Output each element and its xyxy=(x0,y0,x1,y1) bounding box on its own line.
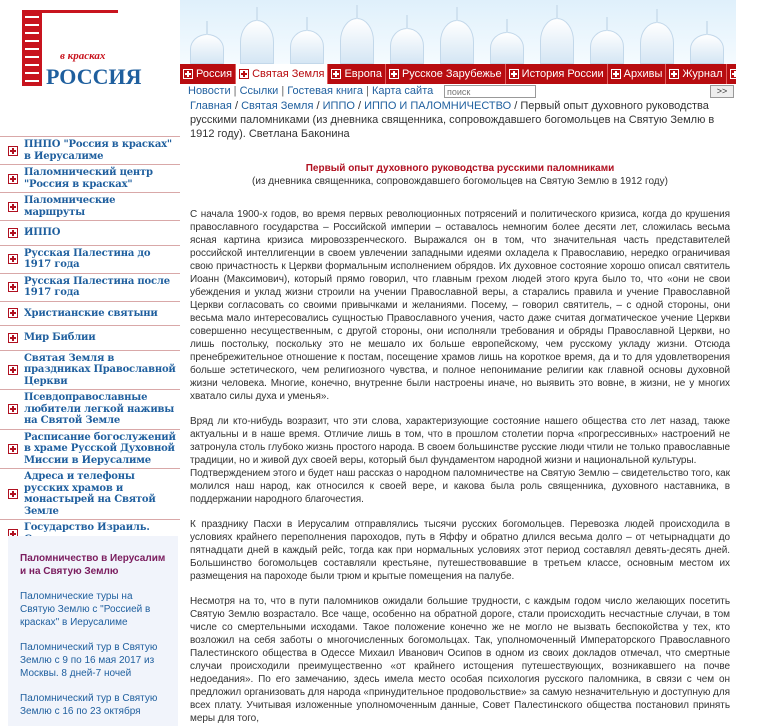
cross-icon xyxy=(183,69,193,79)
sidebar-item-palestine-before-1917[interactable] xyxy=(0,245,180,273)
tour-link[interactable]: Паломнический тур в Святую Землю с 9 по 16 мая 2017 из Москвы. 8 дней-7 ночей xyxy=(20,642,158,679)
sidebar-item-label: Псевдоправославные любители легкой наживы на Святой Земле xyxy=(24,392,175,426)
sidebar-item-label: Мир Библии xyxy=(24,332,96,343)
logo-subtitle: в красках xyxy=(60,50,106,62)
article-paragraph: Подтверждением этого и будет наш рассказ о народном паломничестве на Святую Землю – свидетельство того, как молился наш народ, как относился к своей вере, и какова была роль священника, духовного наставника, в поддержании народного благочестия. xyxy=(190,467,730,505)
breadcrumb-separator: / xyxy=(357,100,365,112)
cross-icon xyxy=(389,69,399,79)
nav-item-about[interactable] xyxy=(727,64,775,84)
header-banner xyxy=(180,0,736,64)
cross-icon xyxy=(611,69,621,79)
left-sidebar xyxy=(0,0,180,720)
nav-item-holy-land[interactable] xyxy=(236,64,328,84)
sidebar-item-ippo[interactable] xyxy=(0,220,180,245)
tours-box xyxy=(8,536,178,726)
sidebar-item-label: Христианские святыни xyxy=(24,307,158,319)
search-button[interactable]: >> xyxy=(710,85,734,98)
cross-icon xyxy=(509,69,519,79)
church-dome-decoration xyxy=(340,18,374,64)
article-paragraph: К празднику Пасхи в Иерусалим отправлялись тысячи русских богомольцев. Перевозка людей происходила в условиях крайнего переполнения пароходов, путь в Яффу и обратно длился весьма долго – от четырнадцати до пятнадцати дней в каждый рейс, тогда как при нормальных условиях этот период составлял девять-десять дней. Большинство богомольцев составляли крестьяне, путешествовавшие в третьем классе, основным местом их размещения на пароходе были трюм и крытые помещения на палубе. xyxy=(190,518,730,582)
article-paragraph: Несмотря на то, что в пути паломников ожидали большие трудности, с каждым годом число желающих посетить Святую Землю возрастало. Все чаще, особенно на обратной дороге, стали происходить несчастные случаи, в том числе со смертельными исходами. Такое положение конечно же не могло не вызвать беспокойства у тех, кто возложил на себя заботы о многочисленных богомольцах. Так, уполномоченный Императорского Православного Палестинского общества в Одессе Михаил Иванович Осипов в одном из своих докладов отмечал, что смертные случаи происходили преимущественно «от крайнего истощения путешествующих, возникавшего на почве недоедания». По его замечанию, здесь имела место особая психология русского паломника, в связи с чем он предложил организовать для народа «принудительное продовольствие» за самую незначительную и доступную для всех плату. Учитывая изложенные уполномоченным данные, Совет Палестинского общества постановил принять меры для того, xyxy=(190,595,730,724)
church-dome-decoration xyxy=(640,22,674,64)
logo-top-line xyxy=(42,10,118,28)
church-dome-decoration xyxy=(290,30,324,64)
cross-icon xyxy=(8,146,18,156)
cross-icon xyxy=(730,69,740,79)
church-dome-decoration xyxy=(440,20,474,64)
tour-link[interactable]: Паломнический тур в Святую Землю с 16 по 23 октября xyxy=(20,693,158,717)
church-dome-decoration xyxy=(590,30,624,64)
church-dome-decoration xyxy=(390,28,424,64)
sidebar-item-pilgrim-routes[interactable] xyxy=(0,192,180,220)
sidebar-item-pilgrim-center[interactable] xyxy=(0,164,180,192)
nav-item-russian-history[interactable] xyxy=(506,64,608,84)
cross-icon xyxy=(8,228,18,238)
nav-item-label: Архивы xyxy=(623,68,663,80)
separator: | xyxy=(366,85,372,97)
nav-item-russian-abroad[interactable] xyxy=(386,64,506,84)
site-logo[interactable] xyxy=(22,10,142,89)
separator: | xyxy=(233,85,240,97)
sidebar-item-christian-shrines[interactable] xyxy=(0,301,180,326)
nav-item-archives[interactable] xyxy=(608,64,667,84)
utility-links xyxy=(188,85,433,97)
sidebar-item-label: Адреса и телефоны русских храмов и монастырей на Святой Земле xyxy=(24,471,156,517)
nav-item-label: Европа xyxy=(344,68,382,80)
breadcrumb-separator: / xyxy=(234,100,242,112)
breadcrumb-link-ippo-pilgrimage[interactable]: ИППО И ПАЛОМНИЧЕСТВО xyxy=(364,100,512,112)
cross-icon xyxy=(8,404,18,414)
cross-icon xyxy=(8,308,18,318)
church-dome-decoration xyxy=(240,20,274,64)
nav-item-label: Журнал xyxy=(682,68,723,80)
nav-item-label: История России xyxy=(521,68,604,80)
sidebar-item-church-addresses[interactable] xyxy=(0,468,180,519)
cross-icon xyxy=(8,444,18,454)
church-dome-decoration xyxy=(190,34,224,64)
cross-icon xyxy=(8,202,18,212)
cross-icon xyxy=(239,69,249,79)
cross-icon xyxy=(8,254,18,264)
breadcrumb-current: Первый опыт духовного руководства русскими паломниками (из дневника священника, сопровождавшего богомольцев на Святую Землю в 1912 году). Светлана Баконина xyxy=(190,100,715,140)
top-navigation xyxy=(180,64,772,84)
nav-item-label: Святая Земля xyxy=(252,68,325,80)
cross-icon xyxy=(8,174,18,184)
cross-icon xyxy=(8,365,18,375)
nav-item-russia[interactable] xyxy=(180,64,236,84)
breadcrumb-link-ippo[interactable]: ИППО xyxy=(322,100,355,112)
nav-item-journal[interactable] xyxy=(666,64,726,84)
cross-icon xyxy=(8,489,18,499)
guestbook-link[interactable]: Гостевая книга xyxy=(287,85,363,97)
links-link[interactable]: Ссылки xyxy=(239,85,279,97)
sitemap-link[interactable]: Карта сайта xyxy=(371,85,434,97)
sidebar-item-label: Русская Палестина после 1917 года xyxy=(24,275,170,298)
sidebar-item-pseudo-orthodox[interactable] xyxy=(0,389,180,429)
sidebar-item-bible-world[interactable] xyxy=(0,325,180,350)
sidebar-item-palestine-after-1917[interactable] xyxy=(0,273,180,301)
sidebar-menu xyxy=(0,136,180,547)
cross-icon xyxy=(8,333,18,343)
cross-icon xyxy=(669,69,679,79)
tours-title: Паломничество в Иерусалим и на Святую Землю xyxy=(20,553,166,577)
sidebar-item-label: ПНПО "Россия в красках" в Иерусалиме xyxy=(24,139,172,162)
church-dome-decoration xyxy=(690,34,724,64)
sidebar-item-label: Государство Израиль. xyxy=(24,522,150,533)
breadcrumb-separator: / xyxy=(316,100,323,112)
separator: | xyxy=(281,85,288,97)
nav-item-label: Русское Зарубежье xyxy=(401,68,502,80)
cross-icon xyxy=(331,69,341,79)
sidebar-item-service-schedule[interactable] xyxy=(0,429,180,469)
breadcrumb-link-home[interactable]: Главная xyxy=(190,100,232,112)
logo-stripe xyxy=(22,10,42,86)
church-dome-decoration xyxy=(540,18,574,64)
sidebar-item-label: Расписание богослужений в храме Русской Духовной Миссии в Иерусалиме xyxy=(24,431,176,466)
sidebar-item-label: Паломнический центр "Россия в красках" xyxy=(24,167,153,190)
sidebar-item-label: Святая Земля в праздниках Православной Церкви xyxy=(24,352,176,387)
sidebar-item-label: Паломнические маршруты xyxy=(24,195,116,218)
logo-title: РОССИЯ xyxy=(46,64,142,89)
church-dome-decoration xyxy=(490,32,524,64)
article-subheading: (из дневника священника, сопровождавшего богомольцев на Святую Землю в 1912 году) xyxy=(252,175,668,187)
main-content xyxy=(190,100,730,725)
tour-link[interactable]: Паломнические туры на Святую Землю с "Россией в красках" в Иерусалиме xyxy=(20,591,151,628)
breadcrumb-link-holy-land[interactable]: Святая Земля xyxy=(241,100,314,112)
news-link[interactable]: Новости xyxy=(188,85,231,97)
nav-item-label: О нас xyxy=(742,68,772,80)
article-paragraph: С начала 1900-х годов, во время первых революционных потрясений и политического кризиса, когда до крушения православного государства – Российской империи – оставалось немногим более десяти лет, сложилась весьма ясная картина кризиса мировоззренческого. Выражался он в том, что значительная часть представителей российской интеллигенции в своем увлечении западными идеями охладела к Православию, нередко ограничивая свою причастность к Церкви формальным исполнением обрядов. Их духовное состояние хорошо описал святитель Иоанн (Максимович), который прямо говорил, что главным грехом людей этого круга было то, что «они не свои убеждения и уклад жизни строили на учении Православной веры, а старались правила и учение Православной Церкви согласовать со своими привычками и желаниями. Посему, – говорил святитель, – с одной стороны, они весьма мало интересовались сущностью Православного учения, часто даже считая догматическое учение Церкви совершенно несущественным, с другой стороны, они исполняли требования и обряды Православной Церкви, но лишь постольку, поскольку это не мешало их больше европейскому, чем русскому укладу жизни. Отсюда пренебрежительное отношение к постам, посещение храмов лишь на короткое время, да и то для удовлетворения больше эстетического, чем религиозного чувства, и полное непонимание религии как главной основы духовной жизни человека. Многие, конечно, внутренне были настроены иначе, но выявить это вовне, в жизни, не у многих хватало силы духа и уменья». xyxy=(190,208,730,402)
breadcrumb xyxy=(190,100,730,142)
article-heading: Первый опыт духовного руководства русскими паломниками xyxy=(305,162,615,174)
search-input[interactable] xyxy=(444,85,536,98)
breadcrumb-separator: / xyxy=(514,100,521,112)
cross-icon xyxy=(8,282,18,292)
article-paragraph: Вряд ли кто-нибудь возразит, что эти слова, характеризующие состояние нашего общества сто лет назад, также актуальны и в наше время. Отличие лишь в том, что в прошлом столетии порча «прогрессивных» настроений не затронула столь глубоко жизнь простого народа. В своем большинстве русские люди чтили не только православные традиции, но и живой дух своей веры, который был фундаментом народной жизни и национальной культуры. xyxy=(190,415,730,466)
sidebar-item-label: ИППО xyxy=(24,227,61,238)
nav-item-europe[interactable] xyxy=(328,64,386,84)
sidebar-item-label: Русская Палестина до 1917 года xyxy=(24,247,151,270)
sidebar-item-holy-land-feasts[interactable] xyxy=(0,350,180,390)
sidebar-item-pnpo[interactable] xyxy=(0,136,180,164)
nav-item-label: Россия xyxy=(196,68,233,80)
